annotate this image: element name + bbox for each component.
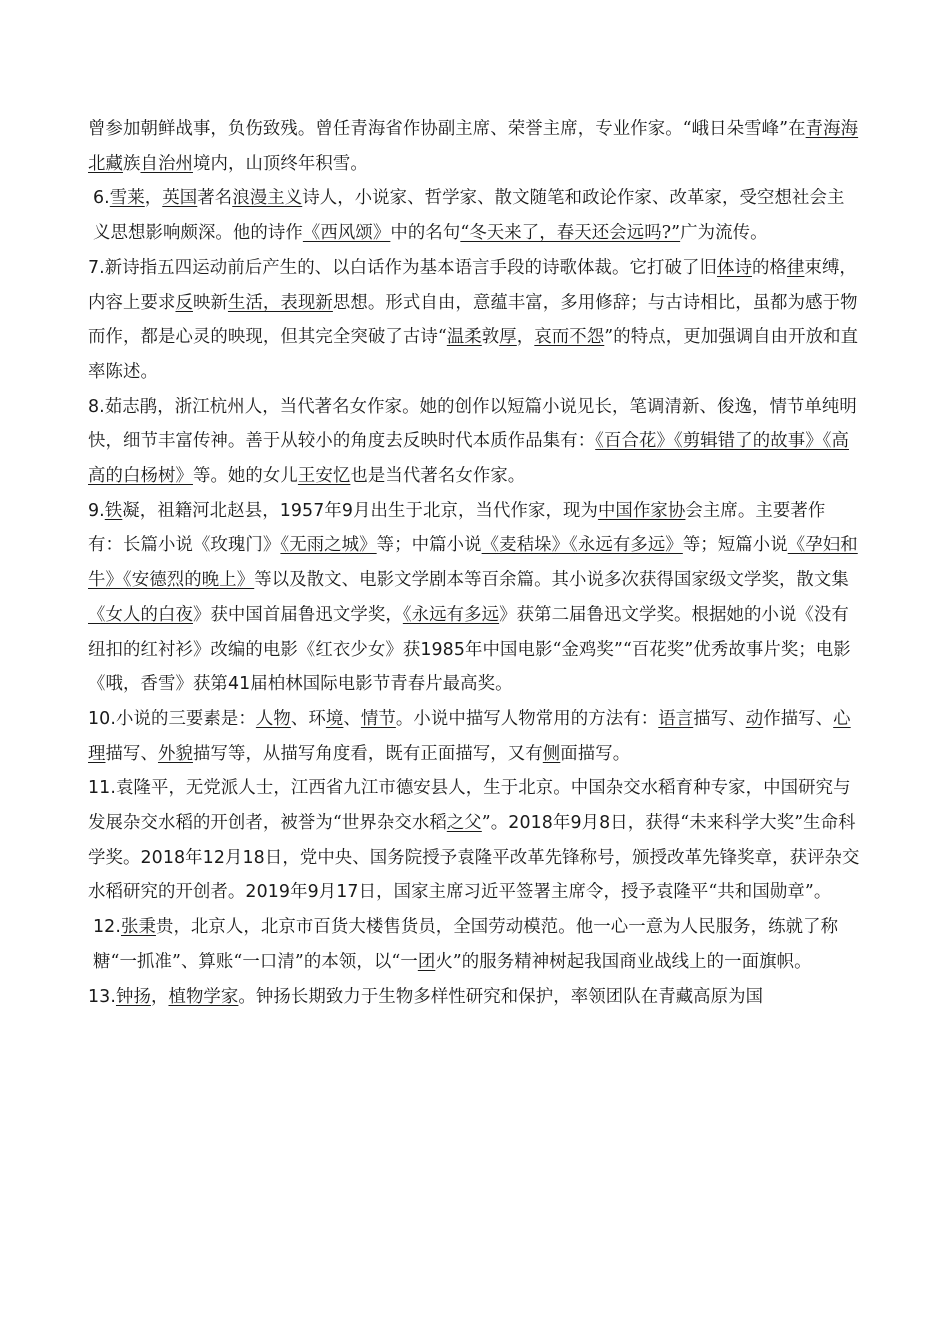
text-run: 小说的三要素是： xyxy=(115,708,256,729)
text-run: 等；中篇小说 xyxy=(376,535,482,556)
text-run: 日，党中央、国务院授予袁隆平改革先锋称号，颁授改革先锋奖章，获评杂交水稻研究的开创者。 xyxy=(88,847,860,903)
text-run: 年 xyxy=(324,500,342,521)
text-run: 日，获得“未来科学大奖”生命科学奖。 xyxy=(88,813,856,868)
document-page xyxy=(88,112,860,1014)
underlined-term: 语言 xyxy=(658,708,694,729)
underlined-term: 王安忆 xyxy=(297,466,351,487)
underlined-term: 温柔 xyxy=(446,327,482,348)
text-run: 等以及散文、电影文学剧本等百余篇。其小说多次获得国家级文学奖，散文集 xyxy=(254,570,849,591)
paragraph-9-tie-ning xyxy=(88,494,860,702)
text-run: 年 xyxy=(552,813,571,834)
number-text: 11. xyxy=(88,778,116,799)
paragraph-8-ru-zhijuan xyxy=(88,390,860,494)
text-run: ， xyxy=(144,188,163,209)
underlined-term: 侧 xyxy=(542,743,561,764)
text-run: 描写等，从描写角度看，既有正面描写，又有 xyxy=(192,743,543,764)
text-run: 描写、 xyxy=(693,708,746,729)
number-text: 10. xyxy=(88,708,116,729)
underlined-term: 体诗 xyxy=(716,257,752,278)
paragraph-13-zhong-yang xyxy=(88,980,860,1015)
underlined-term: 生活，表现新 xyxy=(227,292,333,313)
underlined-term: 反 xyxy=(175,292,193,313)
underlined-term: 境 xyxy=(325,708,344,729)
text-run: 也是当代著名女作家。 xyxy=(350,466,526,487)
underlined-term: 外貌 xyxy=(157,743,193,764)
text-run: 、 xyxy=(343,708,361,729)
text-run: 年 xyxy=(185,847,203,868)
underlined-term: 心理 xyxy=(88,708,851,764)
underlined-term: 人物 xyxy=(255,708,291,729)
text-run: 的格 xyxy=(751,257,787,278)
underlined-term: 《孕妇和牛》《安德烈的晚上》 xyxy=(88,535,858,591)
text-run: 中的名句 xyxy=(390,223,461,244)
underlined-term: 《女人的白夜 xyxy=(88,604,193,625)
number-text: 9 xyxy=(341,500,354,521)
text-run: 月出生于北京，当代作家，现为 xyxy=(353,500,598,521)
underlined-term: 《西风颂》 xyxy=(302,223,391,244)
text-run: 火”的服务精神树起我国商业战线上的一面旗帜。 xyxy=(435,951,812,972)
text-run: 月 xyxy=(225,847,243,868)
underlined-term: 厚 xyxy=(499,327,517,348)
text-run: 会主席。主要著作有：长篇小说《玫瑰门》 xyxy=(88,500,826,556)
underlined-term: 铁 xyxy=(104,500,123,521)
number-text: 12 xyxy=(202,847,225,868)
text-run: ”的特点，更加强调自由开放和直率陈述。 xyxy=(88,327,859,382)
underlined-term: 《百合花》《剪辑错了的故事》《高高的白杨树》 xyxy=(88,431,849,487)
underlined-term: 张秉 xyxy=(120,917,156,938)
underlined-term: 浪漫主义 xyxy=(232,188,303,209)
text-run: 曾参加朝鲜战事，负伤致残。曾任青海省作协副主席、荣誉主席，专业作家。“峨日朵雪峰”在 xyxy=(88,119,806,139)
text-run: 》获中国首届鲁迅文学奖， xyxy=(192,604,403,625)
underlined-term: 情节 xyxy=(360,708,396,729)
text-run: 凝，祖籍河北赵县， xyxy=(122,500,280,521)
underlined-term: 《麦秸垛》《永远有多远》 xyxy=(481,535,683,556)
number-text: 18 xyxy=(242,847,265,868)
number-text: 2019 xyxy=(245,882,291,903)
text-run: 茹志鹃，浙江杭州人，当代著名女作家。她的创作以短篇小说见长，笔调清新、俊逸，情节单纯明快，细节丰富传神。善于从较小的角度去反映时代本质作品集有： xyxy=(88,396,857,452)
text-run: 袁隆平，无党派人士，江西省九江市德安县人，生于北京。中国杂交水稻育种专家，中国研究与发展杂交水稻的开创者，被誉为“世界杂交水稻 xyxy=(88,778,851,834)
text-run: 新诗指五四运动前后产生的、以白话作为基本语言手段的诗歌体裁。它打破了旧 xyxy=(104,257,717,278)
paragraph-5-continued xyxy=(88,112,860,181)
text-run: 著名 xyxy=(197,188,233,209)
text-run: 年中国电影“金鸡奖”“百花奖”优秀故事片奖；电影《哦，香雪》获第 xyxy=(88,639,851,695)
number-text: 9. xyxy=(88,500,105,521)
number-text: 6. xyxy=(93,188,110,209)
text-run: 作描写、 xyxy=(763,708,834,729)
underlined-term: 《无雨之城》 xyxy=(280,535,377,556)
text-run: 》获第二届鲁迅文学奖。根据她的小说《没有纽扣的红衬衫》改编的电影《红衣少女》获 xyxy=(88,604,849,660)
paragraph-12-zhang-binggui xyxy=(88,910,860,979)
text-run: 面描写。 xyxy=(560,743,631,764)
text-run: ”。 xyxy=(481,813,509,834)
number-text: 41 xyxy=(227,674,251,695)
text-run: 描写、 xyxy=(105,743,158,764)
text-run: 境内，山顶终年积雪。 xyxy=(192,153,368,174)
underlined-term: 哀而不怨 xyxy=(534,327,605,348)
text-run: 族 xyxy=(122,153,141,174)
underlined-term: 之父 xyxy=(446,813,482,834)
text-run: 敦 xyxy=(481,327,500,348)
text-run: 贵，北京人，北京市百货大楼售货员，全国劳动模范。他一心一意为人民服务，练就了称糖“一抓准”、算账“一口清”的本领，以“一 xyxy=(93,917,839,972)
underlined-term: 钟扬 xyxy=(115,986,151,1007)
number-text: 2018 xyxy=(508,813,553,834)
underlined-term: 青海海北藏 xyxy=(88,119,859,174)
text-run: 等；短篇小说 xyxy=(682,535,788,556)
underlined-term: 中国作家协 xyxy=(597,500,686,521)
number-text: 17 xyxy=(336,882,359,903)
text-run: 等。她的女儿 xyxy=(192,466,298,487)
number-text: 12. xyxy=(93,917,121,938)
number-text: 1985 xyxy=(420,639,465,660)
underlined-term: 雪莱 xyxy=(109,188,145,209)
text-run: 、环 xyxy=(290,708,326,729)
number-text: 8. xyxy=(88,396,105,417)
paragraph-10-novel-elements xyxy=(88,702,860,771)
text-run: 映新 xyxy=(192,292,228,313)
number-text: 13. xyxy=(88,986,116,1007)
underlined-term: 团 xyxy=(417,951,436,972)
number-text: 9 xyxy=(307,882,319,903)
text-run: 。小说中描写人物常用的方法有： xyxy=(395,708,659,729)
underlined-term: 律 xyxy=(786,257,805,278)
underlined-term: “冬天来了，春天还会远吗?” xyxy=(460,223,681,244)
underlined-term: 植物学家 xyxy=(168,986,239,1007)
text-run: 广为流传。 xyxy=(680,223,768,244)
text-run: ， xyxy=(516,327,535,348)
underlined-term: 动 xyxy=(745,708,764,729)
paragraph-6-shelley xyxy=(88,181,860,250)
number-text: 8 xyxy=(599,813,611,834)
number-text: 2018 xyxy=(140,847,186,868)
text-run: 。钟扬长期致力于生物多样性研究和保护，率领团队在青藏高原为国 xyxy=(238,986,764,1007)
text-run: 年 xyxy=(290,882,308,903)
paragraph-11-yuan-longping xyxy=(88,771,860,910)
text-run: 月 xyxy=(318,882,337,903)
text-run: 束缚，内容上要求 xyxy=(88,257,857,313)
underlined-term: 自治州 xyxy=(140,153,193,174)
text-run: ， xyxy=(150,986,169,1007)
text-run: 诗人，小说家、哲学家、散文随笔和政论作家、改革家，受空想社会主义思想影响颇深。他的诗作 xyxy=(93,188,845,244)
text-run: 思想。形式自由，意蕴丰富，多用修辞；与古诗相比，虽都为感于物而作，都是心灵的映现，但其完全突破了古诗“ xyxy=(88,292,858,348)
text-run: 月 xyxy=(581,813,600,834)
underlined-term: 英国 xyxy=(162,188,198,209)
underlined-term: 《永远有多远 xyxy=(402,604,500,625)
number-text: 9 xyxy=(570,813,582,834)
number-text: 1957 xyxy=(279,500,325,521)
paragraph-7-new-poetry xyxy=(88,251,860,390)
text-run: 日，国家主席习近平签署主席令，授予袁隆平“共和国勋章”。 xyxy=(358,882,832,903)
text-run: 届柏林国际电影节青春片最高奖。 xyxy=(250,674,513,695)
number-text: 7. xyxy=(88,257,105,278)
